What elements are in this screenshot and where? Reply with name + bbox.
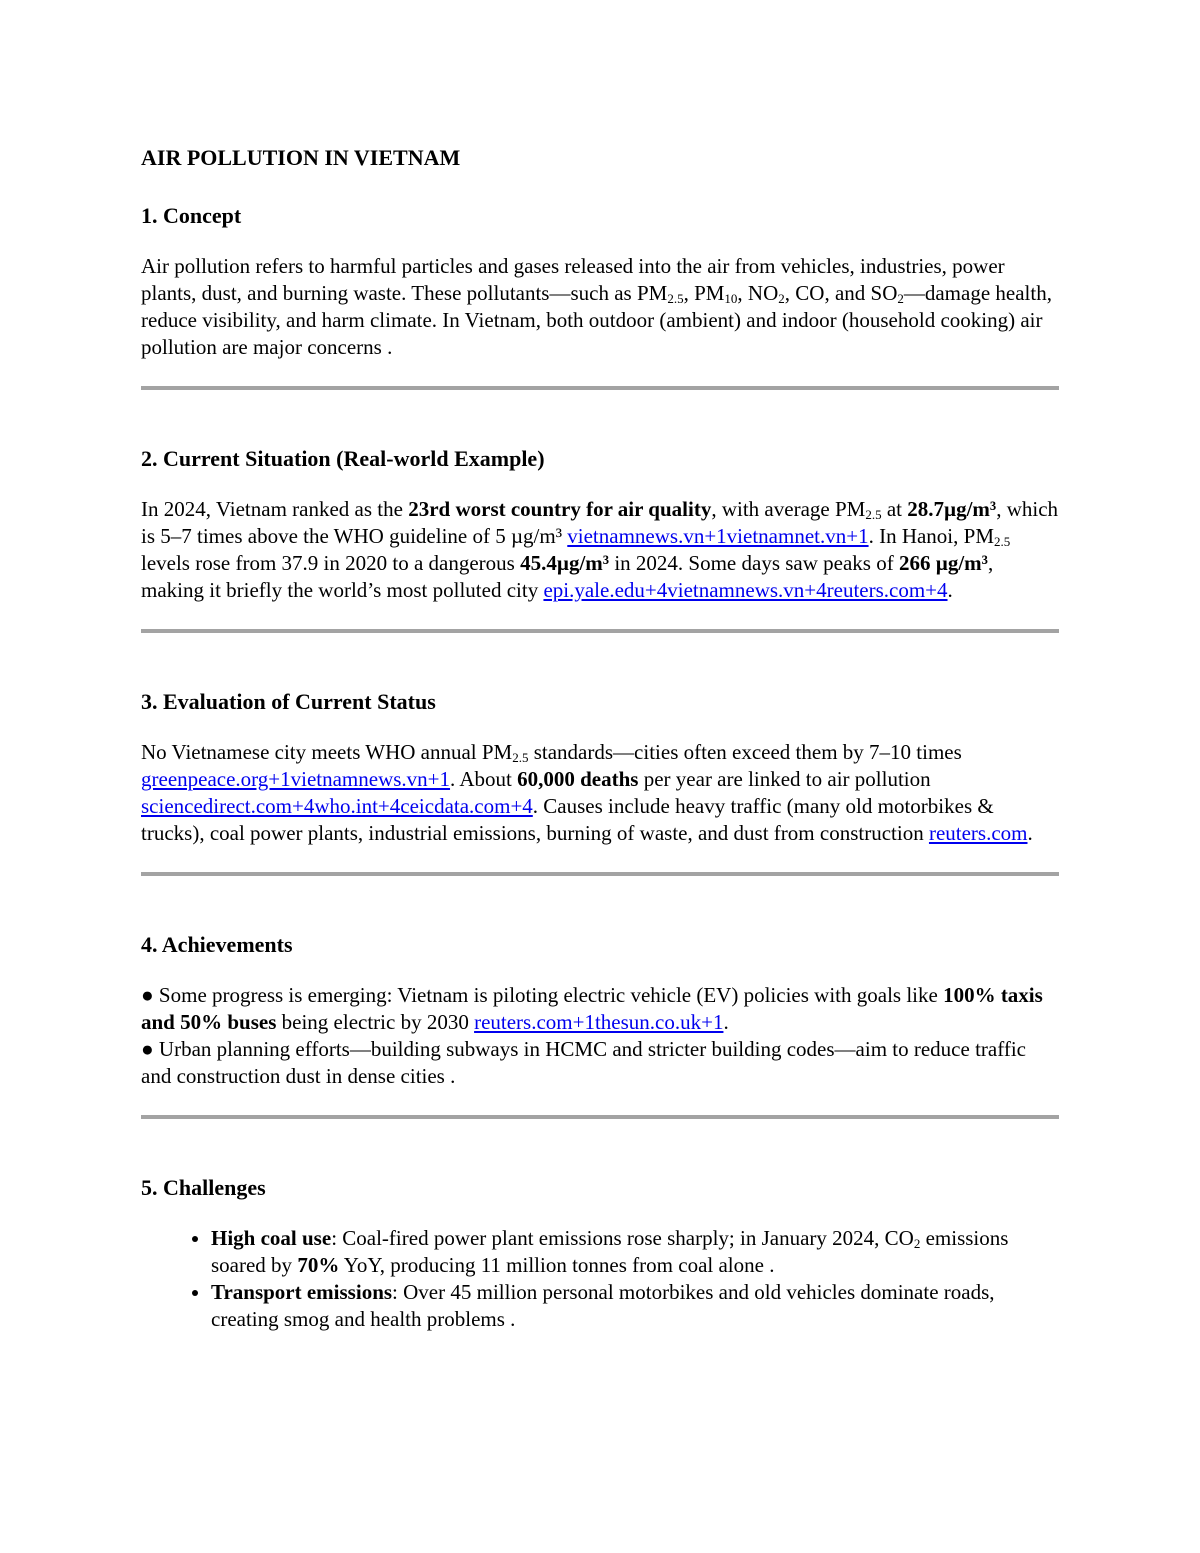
achievement-paragraph: ● Some progress is emerging: Vietnam is piloting electric vehicle (EV) policies with goals like 100% taxis and 50% buses being electric by 2030 reuters.com+1thesun.co.uk+1. [141,983,1043,1034]
section-evaluation-paragraph: No Vietnamese city meets WHO annual $PM_{2.5}$ standards—cities often exceed them by 7–10 times greenpeace.org+1vietnamnews.vn+1. About 60,000 deaths per year are linked to air pollution sciencedirect.com+4who.int+4ceicdata.com+4. Causes include heavy traffic (many old motorbikes & trucks), coal power plants, industrial emissions, burning of waste, and dust from construction reuters.com. [141,740,1033,845]
section-concept-paragraph: Air pollution refers to harmful particles and gases released into the air from vehicles, industries, power plants, dust, and burning waste. These pollutants—such as $PM_{2.5}$, $PM_{10}$, $NO_2$, CO, and $SO_2—damage$ health, reduce visibility, and harm climate. In Vietnam, both outdoor (ambient) and indoor (household cooking) air pollution are major concerns . [141,254,1052,359]
document-title: AIR POLLUTION IN VIETNAM [141,145,461,170]
source-link[interactable]: reuters.com [928,821,1028,845]
achievement-paragraph: ● Urban planning efforts—building subways in HCMC and stricter building codes—aim to reduce traffic and construction dust in dense cities . [141,1037,1026,1088]
list-item: • High coal use: Coal-fired power plant emissions rose sharply; in January 2024, $CO_2$ emissions soared by 70% YoY, producing 11 million tonnes from coal alone . [211,1225,1059,1279]
list-item: • Transport emissions: Over 45 million personal motorbikes and old vehicles dominate roads, creating smog and health problems . [211,1279,1059,1333]
section-evaluation-heading: 3. Evaluation of Current Status [141,689,436,714]
source-link[interactable]: epi.yale.edu+4vietnamnews.vn+4reuters.com+4 [543,578,948,602]
section-situation-paragraph: In 2024, Vietnam ranked as the 23rd worst country for air quality, with average $PM_{2.5}$ at 28.7µg/m³, which is 5–7 times above the WHO guideline of 5 µg/m³ vietnamnews.vn+1vietnamnet.vn+1. In Hanoi, $PM_{2.5}$ levels rose from 37.9 in 2020 to a dangerous 45.4µg/m³ in 2024. Some days saw peaks of 266 µg/m³, making it briefly the world’s most polluted city epi.yale.edu+4vietnamnews.vn+4reuters.com+4. [141,497,1059,602]
section-concept-heading: 1. Concept [141,203,242,228]
source-link[interactable]: reuters.com+1thesun.co.uk+1 [474,1010,724,1034]
source-link[interactable]: greenpeace.org+1vietnamnews.vn+1 [141,767,451,791]
section-situation-heading: 2. Current Situation (Real-world Example) [141,446,545,471]
section-achievements-heading: 4. Achievements [141,932,293,957]
challenges-list [141,1225,1059,1333]
document-page [141,143,1059,1333]
source-link[interactable]: sciencedirect.com+4who.int+4ceicdata.com+4 [141,794,533,818]
section-challenges-heading: 5. Challenges [141,1175,266,1200]
source-link[interactable]: vietnamnews.vn+1vietnamnet.vn+1 [567,524,869,548]
